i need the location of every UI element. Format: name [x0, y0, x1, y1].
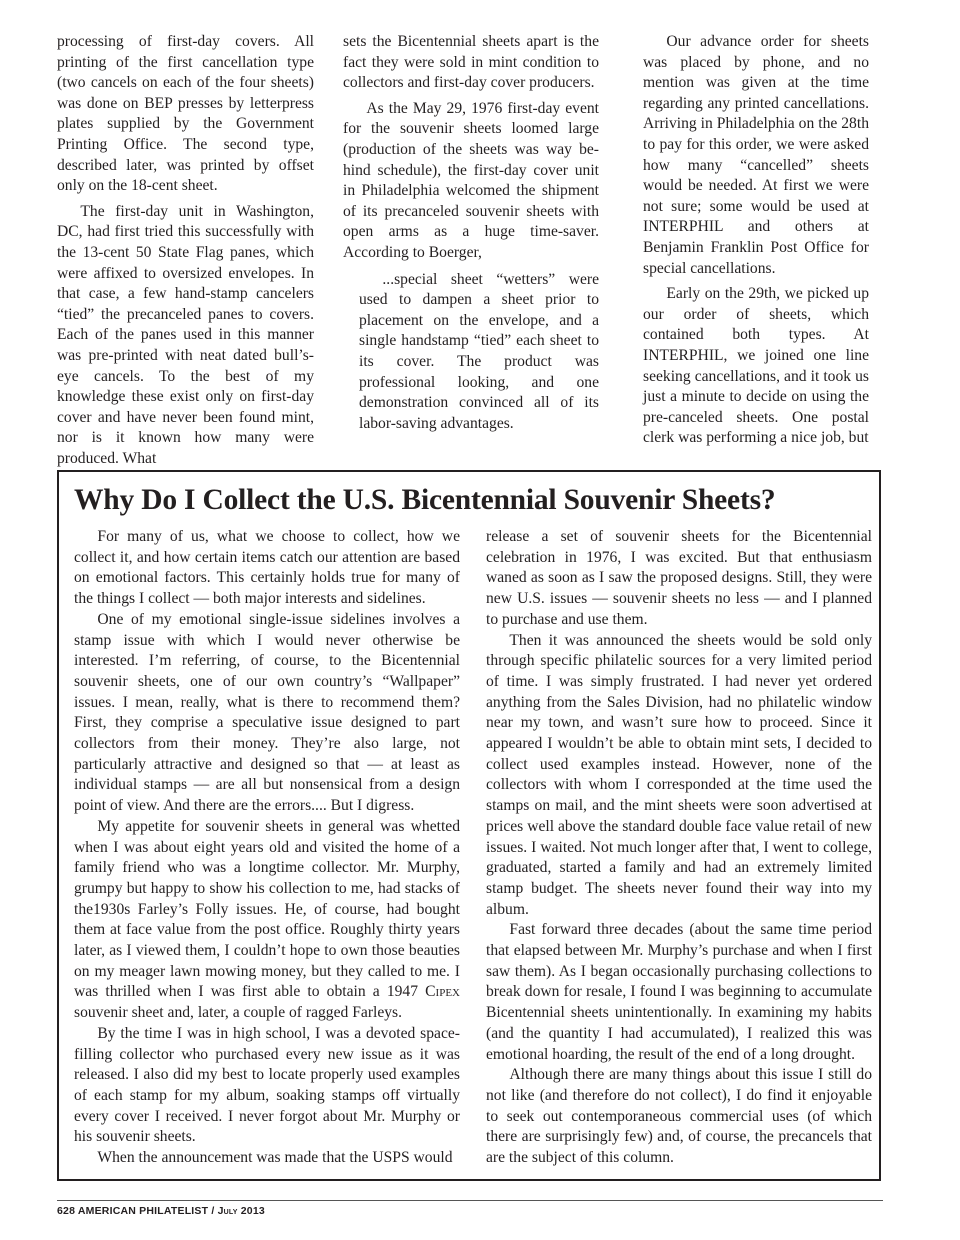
paragraph	[74, 817, 460, 1024]
paragraph: By the time I was in high school, I was a devoted space-filling collector who purchased every new issue as it was released. I also did my best to locate properly used examples of each stamp for my album, soaking stamps off virtually every cover I received. I never forgot about Mr. Murphy or his souvenir sheets.	[74, 1024, 460, 1146]
sidebar-title: Why Do I Collect the U.S. Bicentennial Souvenir Sheets?	[74, 484, 776, 516]
paragraph: Early on the 29th, we picked up our order of sheets, which contained both types. At INTERPHIL, we joined one line seeking cancellations, and it took us just a minute to decide on using the pre-canceled sheets. One postal clerk was performing a nice job, but	[643, 285, 869, 447]
block-quote: ...special sheet “wetters” were used to dampen a sheet prior to placement on the envelope, and a single handstamp “tied” each sheet to its cover. The product was professional looking, and one demonstration convinced all of its labor-saving advantages.	[359, 270, 599, 432]
footer-divider	[57, 1200, 883, 1201]
paragraph: When the announcement was made that the USPS would	[97, 1149, 453, 1167]
paragraph: As the May 29, 1976 first-day event for the souvenir sheets loomed large (production of the sheets was way be-hind schedule), the first-day cover unit in Philadelphia welcomed the shipment of its precanceled souvenir sheets with open arms as a huge time-saver. According to Boerger,	[343, 99, 599, 261]
paragraph: The first-day unit in Washington, DC, had first tried this successfully with the 13-cent 50 State Flag panes, which were affixed to oversized envelopes. In that case, a few hand-stamp cancelers “tied” the precanceled panes to covers. Each of the panes used in this manner was pre-printed with neat dated bull’s-eye cancels. To the best of my knowledge these exist only on first-day cover and have never been found mint, nor is it known how many were produced. What	[57, 202, 314, 467]
article-column-3	[643, 32, 869, 449]
sidebar-column-right	[486, 527, 872, 1169]
paragraph-text: souvenir sheet and, later, a couple of ragged Farleys.	[74, 1004, 403, 1022]
paragraph: Our advance order for sheets was placed by phone, and no mention was given at the time regarding any printed cancellations. Arriving in Philadelphia on the 28th to pay for this order, we were asked how many “cancelled” sheets would be needed. At first we were not sure; some would be used at INTERPHIL and others at Benjamin Franklin Post Office for special cancellations.	[643, 33, 869, 277]
paragraph: One of my emotional single-issue sidelines involves a stamp issue with which I would never otherwise be interested. I’m referring, of course, to the Bicentennial souvenir sheets, one of our own country’s “Wallpaper” issues. I mean, really, what is there to recommend them? First, they comprise a speculative issue designed to part collectors from their money. They’re also large, not particularly attractive and designed so that — at least as individual stamps — are all but nonsensical from a design point of view. And there are the errors.... But I digress.	[74, 610, 460, 815]
cipex-text: Cipex	[425, 983, 460, 1001]
article-column-1	[57, 32, 314, 469]
issue-year: 2013	[240, 1205, 265, 1217]
paragraph: processing of first-day covers. All printing of the first cancellation type (two cancels on each of the four sheets) was done on BEP presses by letterpress plates supplied by the Government Printing Office. The second type, described later, was printed by offset only on the 18-cent sheet.	[57, 33, 314, 195]
paragraph: Fast forward three decades (about the same time period that elapsed between Mr. Murphy’s purchase and when I first saw them). As I began occasionally purchasing collections to break down for resale, I found I was beginning to accumulate Bicentennial sheets unintentionally. In examining my habits (and the quantity I had accumulated), I realized this was emotional hoarding, the result of the end of a long drought.	[486, 921, 872, 1063]
publication-name: AMERICAN PHILATELIST	[77, 1205, 209, 1217]
page-number: 628	[57, 1205, 76, 1217]
sidebar-column-left	[74, 527, 460, 1169]
paragraph: Although there are many things about this issue I still do not like (and therefore do not collect), I do find it enjoyable to seek out contemporaneous commercial uses (of which there are surprisingly few) and, of course, the precancels that are the subject of this column.	[486, 1066, 872, 1167]
paragraph: sets the Bicentennial sheets apart is the fact they were sold in mint condition to collectors and first-day cover producers.	[343, 33, 599, 92]
paragraph: release a set of souvenir sheets for the Bicentennial celebration in 1976, I was excited. But that enthusiasm waned as soon as I saw the proposed designs. Still, they were new U.S. issues — souvenir sheets no less — and I planned to purchase and use them.	[486, 528, 872, 628]
footer-separator: /	[211, 1205, 215, 1217]
article-body	[57, 32, 869, 467]
paragraph: For many of us, what we choose to collect, how we collect it, and how certain items catch our attention are based on emotional factors. This certainly holds true for many of the things I collect — both major interests and sidelines.	[74, 528, 460, 608]
sidebar-box	[57, 470, 881, 1181]
paragraph-text: My appetite for souvenir sheets in general was whetted when I was about eight years old and visited the home of a family friend who was a longtime collector. Mr. Murphy, grumpy but happy to show his collection to me, had stacks of the1930s Farley’s Folly issues. He, of course, had bought them at face value from the post office. Roughly thirty years later, as I viewed them, I couldn’t hope to own those beauties on my meager lawn mowing money, but they called to me. I was thrilled when I was first able to obtain a 1947	[74, 817, 460, 1001]
paragraph: Then it was announced the sheets would be sold only through specific philatelic sources for a very limited period of time. I was simply frustrated. I had never yet ordered anything from the Sales Division, had no philatelic window near my town, and wasn’t sure how to proceed. Since it appeared I wouldn’t be able to obtain mint sets, I decided to collect used examples instead. However, none of the collectors with whom I corresponded at the time used the stamps on mail, and the mint sheets were soon advertised at prices well above the standard double face value retail of new issues. I waited. Not much longer after that, I went to college, graduated, started a family and had an extremely limited stamp budget. The sheets never found their way into my album.	[486, 631, 872, 918]
page-footer	[57, 1205, 265, 1217]
article-column-2	[343, 32, 599, 434]
issue-month: July	[217, 1205, 238, 1217]
